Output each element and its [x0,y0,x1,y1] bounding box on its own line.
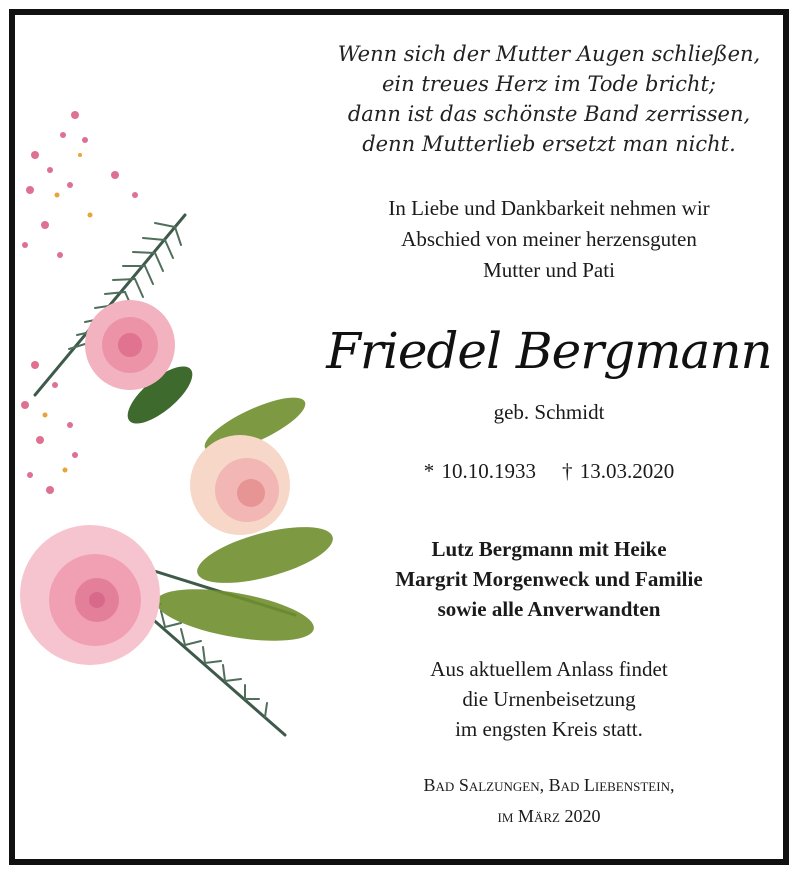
death-date: † 13.03.2020 [562,459,675,483]
deceased-name: Friedel Bergmann [326,322,772,380]
intro-line: Mutter und Pati [483,258,615,282]
date-line: im März 2020 [497,806,601,826]
intro-line: In Liebe und Dankbarkeit nehmen wir [388,196,710,220]
mourner-line: Margrit Morgenweck und Familie [395,567,703,591]
obituary-frame [9,9,789,865]
poem-line: Wenn sich der Mutter Augen schließen, [337,42,761,66]
burial-notice [315,654,783,744]
life-dates [315,459,783,484]
poem-line: dann ist das schönste Band zerrissen, [347,102,751,126]
intro-line: Abschied von meiner herzensguten [401,227,697,251]
mourners-list [315,534,783,624]
mourner-line: Lutz Bergmann mit Heike [431,537,667,561]
intro-text [315,193,783,286]
place-and-date [315,770,783,832]
poem-line: ein treues Herz im Tode bricht; [381,72,717,96]
floral-arrangement-image [15,95,355,755]
birth-date: * 10.10.1933 [423,459,536,483]
obituary-text [315,15,783,832]
poem-line: denn Mutterlieb ersetzt man nicht. [362,132,736,156]
mourner-line: sowie alle Anverwandten [437,597,661,621]
memorial-poem [315,39,783,159]
maiden-name: geb. Schmidt [493,400,605,424]
notice-line: Aus aktuellem Anlass findet [430,657,668,681]
place-line: Bad Salzungen, Bad Liebenstein, [423,775,675,795]
notice-line: im engsten Kreis statt. [455,717,643,741]
notice-line: die Urnenbeisetzung [462,687,636,711]
